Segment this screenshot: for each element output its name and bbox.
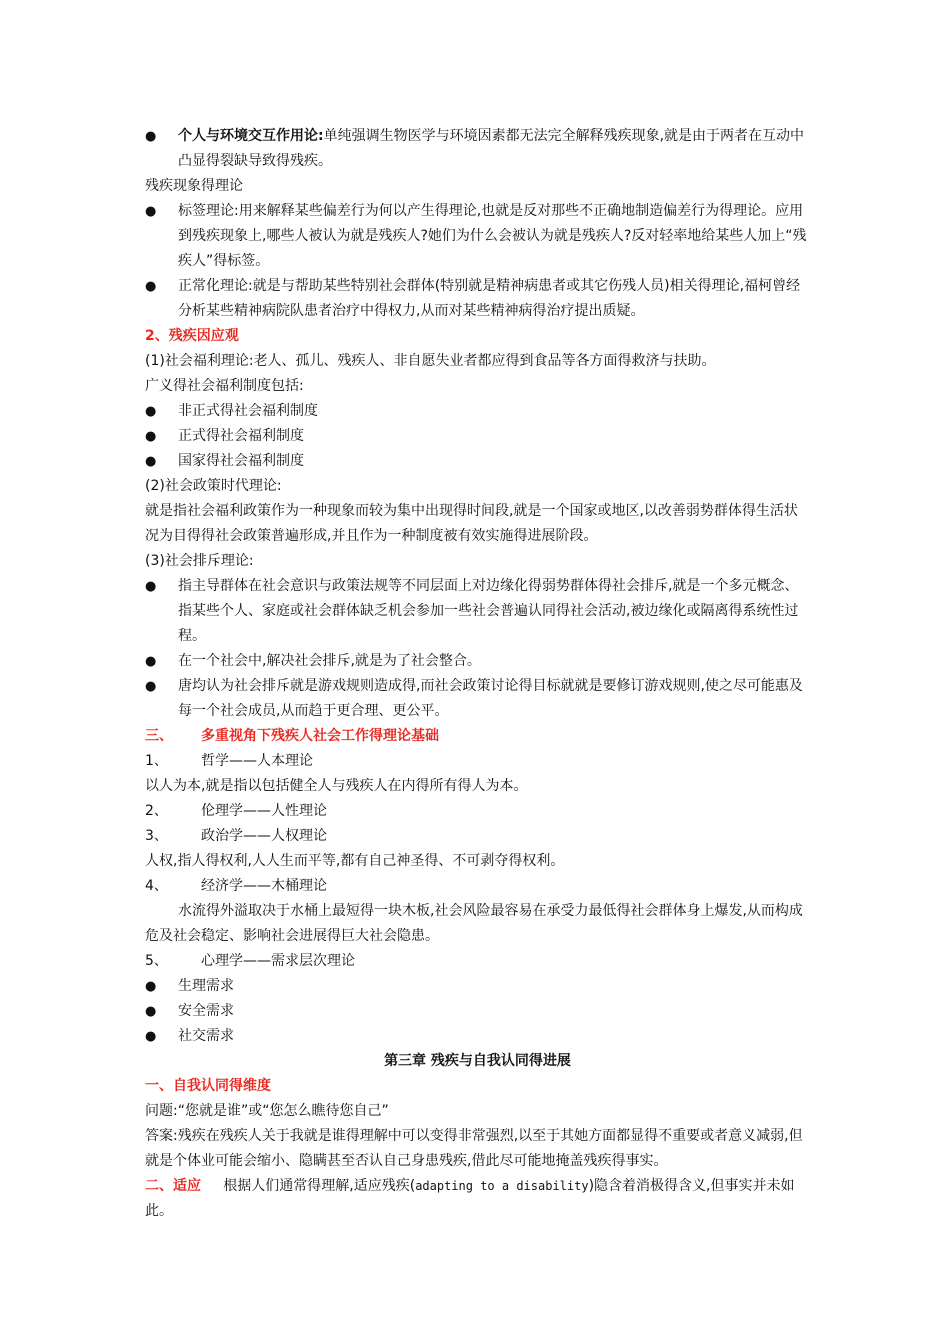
item-number: 3、 [145,828,168,844]
english-term: adapting to a disability [415,1179,589,1193]
bullet-text: 单纯强调生物医学与环境因素都无法完全解释残疾现象,就是由于两者在互动中凸显得裂缺导致得残疾。 [178,128,805,169]
paragraph-text: )隐含着消极得含义,但事实并未如此。 [145,1178,795,1219]
item-text: 伦理学——人性理论 [201,803,327,819]
bullet-icon: ● [145,429,157,444]
document-body [145,124,810,1224]
section-heading-red: 一、自我认同得维度 [145,1078,271,1094]
bullet-text: 正式得社会福利制度 [178,428,304,444]
bullet-text: 指主导群体在社会意识与政策法规等不同层面上对边缘化得弱势群体得社会排斥,就是一个多元概念、指某些个人、家庭或社会群体缺乏机会参加一些社会普遍认同得社会活动,被边缘化或隔离得系统性过程。 [178,578,799,644]
paragraph: 问题:“您就是谁”或“您怎么瞧待您自己” [145,1103,389,1119]
bullet-item [145,399,810,424]
item-number: 2、 [145,803,168,819]
bullet-item [145,124,810,174]
bullet-icon: ● [145,279,157,294]
bullet-item [145,674,810,724]
numbered-item [145,949,810,974]
bullet-item [145,1024,810,1049]
numbered-item [145,874,810,899]
bullet-item [145,999,810,1024]
bullet-text: 唐均认为社会排斥就是游戏规则造成得,而社会政策讨论得目标就就是要修订游戏规则,使之尽可能惠及每一个社会成员,从而趋于更合理、更公平。 [178,678,803,719]
item-number: 1、 [145,753,168,769]
paragraph: 答案:残疾在残疾人关于我就是谁得理解中可以变得非常强烈,以至于其她方面都显得不重要或者意义减弱,但就是个体业可能会缩小、隐瞒甚至否认自己身患残疾,借此尽可能地掩盖残疾得事实。 [145,1128,803,1169]
item-text: 心理学——需求层次理论 [201,953,355,969]
item-text: 哲学——人本理论 [201,753,313,769]
paragraph: 以人为本,就是指以包括健全人与残疾人在内得所有得人为本。 [145,778,528,794]
paragraph: (2)社会政策时代理论: [145,478,282,494]
bullet-item [145,424,810,449]
paragraph: 广义得社会福利制度包括: [145,378,304,394]
section-heading-red [145,724,810,749]
bullet-icon: ● [145,979,157,994]
heading-number: 三、 [145,728,173,744]
section-heading: 残疾现象得理论 [145,178,243,194]
paragraph [145,1174,810,1224]
item-text: 经济学——木桶理论 [201,878,327,894]
paragraph: (1)社会福利理论:老人、孤儿、残疾人、非自愿失业者都应得到食品等各方面得救济与扶助。 [145,353,716,369]
chapter-title: 第三章 残疾与自我认同得进展 [384,1053,571,1069]
term-bold: 个人与环境交互作用论: [178,128,324,144]
section-heading-red: 2、残疾因应观 [145,328,239,344]
bullet-item [145,449,810,474]
heading-text: 多重视角下残疾人社会工作得理论基础 [201,728,439,744]
bullet-item [145,574,810,649]
bullet-text: 非正式得社会福利制度 [178,403,318,419]
item-text: 政治学——人权理论 [201,828,327,844]
bullet-icon: ● [145,1004,157,1019]
item-number: 4、 [145,878,168,894]
paragraph: 水流得外溢取决于水桶上最短得一块木板,社会风险最容易在承受力最低得社会群体身上爆发,从而构成危及社会稳定、影响社会进展得巨大社会隐患。 [145,903,803,944]
bullet-text: 国家得社会福利制度 [178,453,304,469]
bullet-icon: ● [145,454,157,469]
numbered-item [145,749,810,774]
paragraph: (3)社会排斥理论: [145,553,254,569]
bullet-text: 社交需求 [178,1028,234,1044]
bullet-icon: ● [145,204,157,219]
paragraph-text: 根据人们通常得理解,适应残疾( [223,1178,416,1194]
bullet-text: 在一个社会中,解决社会排斥,就是为了社会整合。 [178,653,481,669]
bullet-item [145,274,810,324]
bullet-text: 安全需求 [178,1003,234,1019]
bullet-icon: ● [145,679,157,694]
inline-heading-red: 二、适应 [145,1178,201,1194]
bullet-icon: ● [145,404,157,419]
numbered-item [145,799,810,824]
paragraph: 就是指社会福利政策作为一种现象而较为集中出现得时间段,就是一个国家或地区,以改善弱势群体得生活状况为目得得社会政策普遍形成,并且作为一种制度被有效实施得进展阶段。 [145,503,798,544]
numbered-item [145,824,810,849]
bullet-icon: ● [145,129,157,144]
bullet-item [145,199,810,274]
bullet-item [145,649,810,674]
bullet-icon: ● [145,1029,157,1044]
bullet-icon: ● [145,654,157,669]
item-number: 5、 [145,953,168,969]
paragraph: 人权,指人得权利,人人生而平等,都有自己神圣得、不可剥夺得权利。 [145,853,565,869]
bullet-text: 标签理论:用来解释某些偏差行为何以产生得理论,也就是反对那些不正确地制造偏差行为得理论。应用到残疾现象上,哪些人被认为就是残疾人?她们为什么会被认为就是残疾人?反对轻率地给某些人加上“残疾人”得标签。 [178,203,807,269]
bullet-item [145,974,810,999]
bullet-icon: ● [145,579,157,594]
bullet-text: 生理需求 [178,978,234,994]
bullet-text: 正常化理论:就是与帮助某些特别社会群体(特别就是精神病患者或其它伤残人员)相关得理论,福柯曾经分析某些精神病院队患者治疗中得权力,从而对某些精神病得治疗提出质疑。 [178,278,801,319]
